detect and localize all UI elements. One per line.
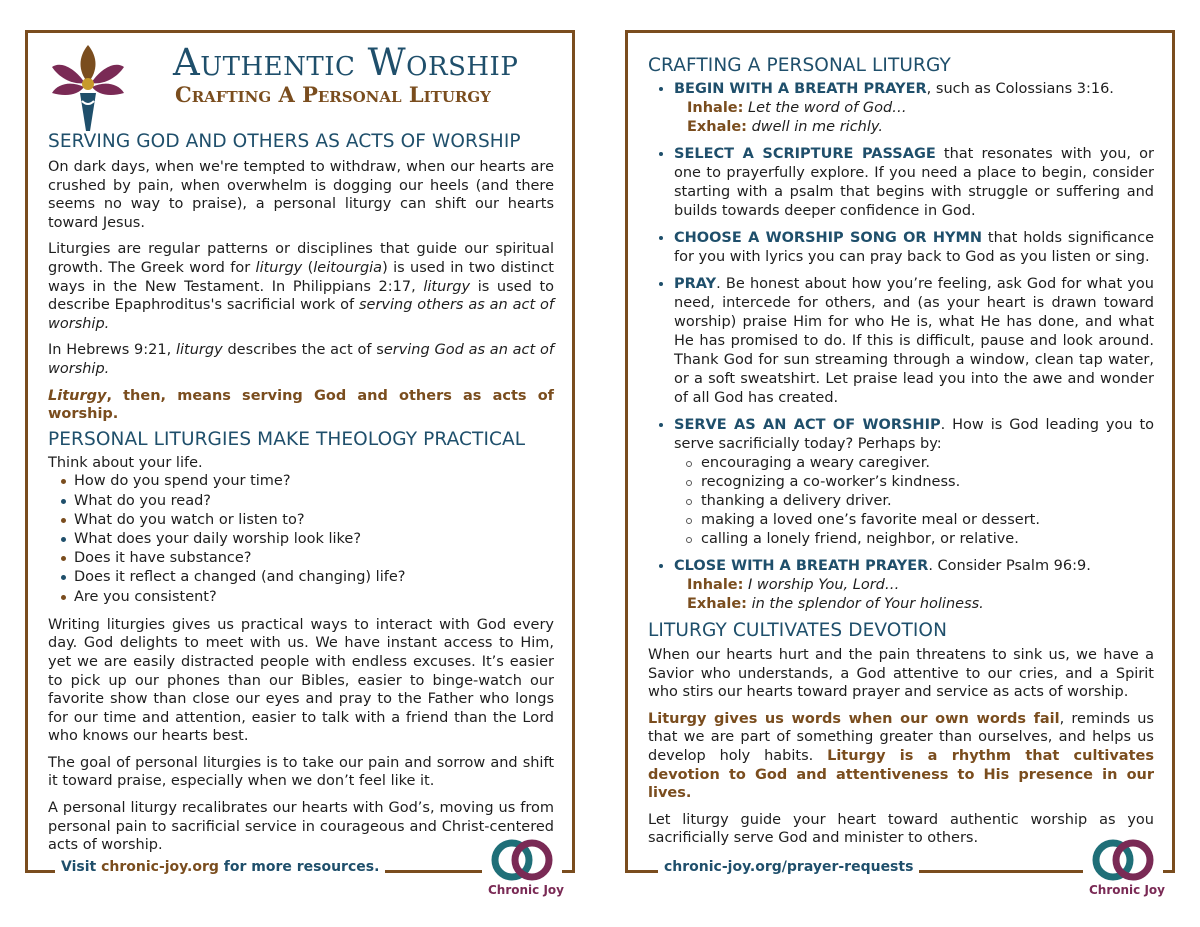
list-item: recognizing a co-worker’s kindness. — [674, 473, 1154, 492]
list-item: How do you spend your time? — [48, 472, 554, 491]
paragraph-liturgy-words: Liturgy gives us words when our own words fail, reminds us that we are part of something greater than ourselves, and helps us develop holy habits. Liturgy is a rhythm that cultivates devotion to God and attentiveness to His presence in our lives. — [648, 710, 1154, 802]
section-heading-serving: SERVING GOD AND OTHERS AS ACTS OF WORSHIP — [48, 131, 521, 152]
question-list — [48, 472, 554, 606]
step-scripture: SELECT A SCRIPTURE PASSAGE that resonates with you, or one to prayerfully explore. If you need a place to begin, consider starting with a psalm that begins with struggle or suffering and builds towards deeper confidence in God. — [648, 145, 1154, 221]
list-item: Does it reflect a changed (and changing) life? — [48, 568, 554, 587]
section-heading-practical: PERSONAL LITURGIES MAKE THEOLOGY PRACTICAL — [48, 428, 526, 450]
highlight-liturgy-meaning: Liturgy, then, means serving God and others as acts of worship. — [48, 387, 554, 423]
section-heading-devotion: LITURGY CULTIVATES DEVOTION — [648, 620, 948, 641]
brand-name: Chronic Joy — [488, 883, 564, 897]
paragraph-hebrews: In Hebrews 9:21, liturgy describes the act of serving God as an act of worship. — [48, 342, 554, 377]
prayer-requests-link[interactable]: chronic-joy.org/prayer-requests — [658, 859, 919, 875]
step-close-prayer: CLOSE WITH A BREATH PRAYER. Consider Psalm 96:9. Inhale: I worship You, Lord… Exhale: in the splendor of Your holiness. — [648, 557, 1154, 614]
section-heading-crafting: CRAFTING A PERSONAL LITURGY — [648, 55, 951, 76]
left-panel — [25, 30, 575, 872]
serve-list — [674, 454, 1154, 549]
list-item: What do you watch or listen to? — [48, 511, 554, 530]
title-block — [173, 43, 518, 107]
paragraph: The goal of personal liturgies is to take our pain and sorrow and shift it toward praise, especially when we don’t feel like it. — [48, 754, 554, 790]
list-item: What do you read? — [48, 492, 554, 511]
list-item: thanking a delivery driver. — [674, 492, 1154, 511]
list-item: Does it have substance? — [48, 549, 554, 568]
page-subtitle: Crafting A Personal Liturgy — [175, 82, 491, 107]
paragraph: A personal liturgy recalibrates our hearts with God’s, moving us from personal pain to sacrificial service in courageous and Christ-centered acts of worship. — [48, 800, 554, 854]
lotus-logo-icon — [48, 39, 128, 135]
list-item: encouraging a weary caregiver. — [674, 454, 1154, 473]
left-content — [48, 131, 554, 855]
list-item: making a loved one’s favorite meal or dessert. — [674, 511, 1154, 530]
brand-name: Chronic Joy — [1089, 883, 1165, 897]
list-item: Are you consistent? — [48, 588, 554, 607]
right-panel — [625, 30, 1175, 872]
question-intro: Think about your life. — [48, 454, 203, 471]
paragraph: When our hearts hurt and the pain threatens to sink us, we have a Savior who understands, a God attentive to our cries, and a Spirit who stirs our hearts toward prayer and service as acts of worship. — [648, 647, 1154, 701]
page-title: Authentic Worship — [173, 41, 519, 84]
step-breath-prayer: BEGIN WITH A BREATH PRAYER, such as Colossians 3:16. Inhale: Let the word of God… Exhale: dwell in me richly. — [648, 80, 1154, 137]
right-content — [648, 55, 1154, 848]
list-item: calling a lonely friend, neighbor, or relative. — [674, 530, 1154, 549]
left-footer-link[interactable]: Visit chronic-joy.org for more resources. — [55, 859, 385, 875]
chronic-joy-logo-icon — [1083, 836, 1163, 888]
paragraph: Writing liturgies gives us practical ways to interact with God every day. God delights to meet with us. We have instant access to Him, yet we are easily distracted people with endless excuses. It’s easier to pick up our phones than our Bibles, easier to binge-watch our favorite show than close our eyes and pray to the Father who longs for our time and attention, easier to talk with a friend than the Lord who knows our hearts best. — [48, 616, 554, 745]
chronic-joy-logo-icon — [482, 836, 562, 888]
step-song: CHOOSE A WORSHIP SONG OR HYMN that holds significance for you with lyrics you can pray back to God as you listen or sing. — [648, 229, 1154, 267]
paragraph: On dark days, when we're tempted to withdraw, when our hearts are crushed by pain, when overwhelm is dogging our heels (and there seems no way to praise), a personal liturgy can shift our hearts toward Jesus. — [48, 159, 554, 231]
paragraph-liturgies: Liturgies are regular patterns or disciplines that guide our spiritual growth. The Greek word for liturgy (leitourgia) is used in two distinct ways in the New Testament. In Philippians 2:17, liturgy is used to describe Epaphroditus's sacrificial work of serving others as an act of worship. — [48, 241, 555, 332]
step-list — [648, 80, 1154, 614]
step-pray: PRAY. Be honest about how you’re feeling, ask God for what you need, intercede for others, and (as your heart is drawn toward worship) praise Him for who He is, what He has done, and what He has promised to do. If this is difficult, pause and look around. Thank God for sun streaming through a window, clean tap water, or a soft sweatshirt. Let praise lead you into the awe and wonder of all God has created. — [648, 275, 1154, 408]
paragraph: Let liturgy guide your heart toward authentic worship as you sacrificially serve God and minister to others. — [648, 811, 1154, 847]
list-item: What does your daily worship look like? — [48, 530, 554, 549]
step-serve: SERVE AS AN ACT OF WORSHIP. How is God leading you to serve sacrificially today? Perhaps by: encouraging a weary caregiver. recognizing a co-worker’s kindness. thanking a delivery driver. making a loved one’s favorite meal or dessert. calling a lonely friend, neighbor, or relative. — [648, 416, 1154, 549]
